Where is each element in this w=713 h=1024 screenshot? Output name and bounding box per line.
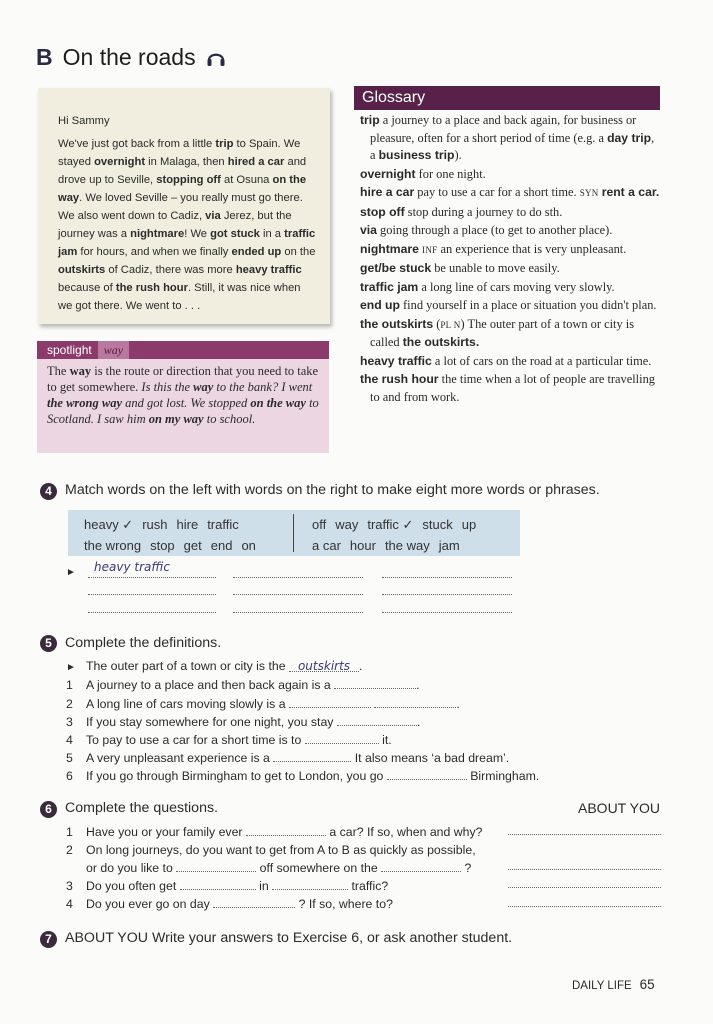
glossary-text: PL N: [440, 319, 461, 330]
answer-blank[interactable]: [180, 879, 256, 890]
exercise-7-number: 7: [40, 931, 57, 948]
example-answer: outskirts: [289, 658, 359, 672]
glossary-text: INF: [422, 244, 438, 255]
word-item: off: [312, 517, 327, 532]
spotlight-run: way: [69, 364, 92, 378]
glossary-text: going through a place (to get to another place).: [376, 223, 613, 237]
letter-greeting: Hi Sammy: [58, 115, 110, 127]
about-you-line[interactable]: [508, 834, 661, 835]
word-item: end: [210, 538, 233, 553]
glossary-text: a lot of cars on the road at a particular time.: [431, 353, 652, 368]
glossary-text: a journey to a place and back again, for business or pleasure, often for a short period of time (e.g. a: [370, 113, 637, 145]
letter-text: on the: [281, 246, 316, 258]
example-end: .: [359, 659, 363, 673]
word-list-right: [312, 514, 512, 556]
answer-blank[interactable]: [337, 715, 417, 726]
word-item: a car: [312, 538, 341, 553]
item-text: in: [259, 879, 269, 893]
glossary-entry: [360, 112, 662, 165]
word-box-divider: [293, 514, 294, 552]
exercise-6-number: 6: [40, 801, 57, 818]
glossary-text: pay to use a car for a short time.: [414, 185, 580, 199]
letter-text: and drove up to Seville,: [58, 156, 307, 186]
item-text: It also means ‘a bad dream’.: [354, 751, 510, 765]
item-text: it.: [382, 733, 392, 747]
example-answer: heavy traffic: [94, 560, 170, 574]
glossary-list: [360, 112, 662, 407]
spotlight-body: [37, 359, 329, 427]
glossary-entry: [360, 166, 662, 184]
exercise-6-item-2: [66, 842, 476, 858]
spotlight-run: Is this the: [141, 380, 194, 394]
exercise-5-item-4: [66, 732, 392, 748]
footer-section: DAILY LIFE: [572, 980, 632, 992]
answer-blank[interactable]: [374, 697, 456, 708]
answer-blank[interactable]: [381, 861, 461, 872]
glossary-headword: nightmare: [360, 241, 419, 256]
glossary-text: SYN: [579, 188, 599, 198]
exercise-4-number: 4: [40, 483, 57, 500]
letter-text: ! We: [184, 228, 211, 240]
answer-blank[interactable]: [334, 678, 416, 689]
item-number: 1: [66, 825, 73, 839]
glossary-text: ).: [454, 148, 462, 162]
letter-keyword: outskirts: [58, 264, 106, 276]
glossary-headword: get/be stuck: [360, 261, 432, 275]
item-number: 2: [66, 843, 73, 857]
answer-blank[interactable]: [273, 751, 351, 762]
word-item: hire: [176, 517, 199, 532]
glossary-entry: [360, 371, 662, 406]
letter-text: . We loved Seville – you really must go there. We also went down to Cadiz,: [58, 192, 303, 222]
spotlight-label: spotlight: [47, 343, 92, 357]
glossary-text: a long line of cars moving very slowly.: [418, 279, 615, 294]
exercise-6-instruction: Complete the questions.: [65, 800, 219, 816]
spotlight-run: way: [193, 380, 214, 394]
letter-text: We've just got back from a little: [58, 138, 216, 150]
exercise-5-number: 5: [40, 635, 57, 652]
word-item: stop: [150, 538, 175, 553]
spotlight-box: [37, 341, 329, 453]
exercise-4-instruction: Match words on the left with words on the right to make eight more words or phrases.: [65, 482, 600, 498]
glossary-text: an experience that is very unpleasant.: [437, 241, 627, 256]
example-arrow-icon: ►: [66, 567, 76, 578]
word-item: traffic ✓: [367, 517, 414, 532]
exercise-5-example: [66, 658, 362, 676]
section-title-text: On the roads: [62, 44, 196, 70]
item-text: .: [456, 697, 460, 711]
spotlight-header: [37, 341, 329, 359]
word-item: traffic: [207, 517, 239, 532]
exercise-5-item-6: [66, 768, 539, 784]
letter-text: to Spain. We stayed: [58, 138, 301, 168]
glossary-entry: [360, 353, 662, 371]
letter-keyword: nightmare: [130, 228, 185, 240]
answer-line[interactable]: [382, 594, 512, 595]
page-number: 65: [639, 977, 655, 992]
word-list-left: [84, 514, 290, 556]
about-you-line[interactable]: [508, 887, 661, 888]
exercise-6-item-1: [66, 824, 482, 840]
spotlight-run: on the way: [250, 396, 306, 410]
glossary-entry: [360, 316, 662, 352]
glossary-text: find yourself in a place or situation you didn't plan.: [399, 298, 657, 312]
word-item: get: [183, 538, 202, 553]
word-box: [68, 510, 520, 556]
spotlight-run: and got lost. We stopped: [122, 396, 251, 410]
letter-text: in a: [259, 228, 285, 240]
headphones-icon[interactable]: [206, 46, 226, 73]
spotlight-run: The: [47, 364, 70, 378]
spotlight-run: to Scotland. I saw him: [47, 396, 319, 426]
answer-blank[interactable]: [213, 897, 295, 908]
example-arrow-icon: ►: [66, 662, 76, 673]
item-text: A long line of cars moving slowly is a: [86, 697, 286, 711]
exercise-6-item-4: [66, 896, 393, 912]
exercise-5-instruction: Complete the definitions.: [65, 635, 222, 651]
glossary-text: ) The outer part of a town or city is called: [370, 316, 635, 349]
about-you-line[interactable]: [508, 869, 661, 870]
letter-keyword: got stuck: [210, 228, 260, 240]
letter-text: . Still, it was nice when we got there. We went to . . .: [58, 282, 301, 312]
exercise-7-instruction: ABOUT YOU Write your answers to Exercise 6, or ask another student.: [65, 930, 513, 946]
answer-blank[interactable]: [387, 769, 467, 780]
letter-keyword: overnight: [94, 156, 146, 168]
section-title: [36, 44, 226, 73]
glossary-text: (: [433, 316, 441, 331]
answer-line[interactable]: [88, 594, 216, 595]
word-item: heavy ✓: [84, 517, 134, 532]
item-text: Do you often get: [86, 879, 177, 893]
answer-line[interactable]: [233, 577, 363, 578]
glossary-headword: trip: [360, 113, 380, 127]
letter-keyword: stopping off: [156, 174, 221, 186]
glossary-headword: the outskirts: [360, 316, 434, 331]
answer-blank[interactable]: [176, 861, 256, 872]
page-footer: [572, 977, 655, 992]
glossary-entry: [360, 279, 662, 297]
glossary-headword: overnight: [360, 166, 416, 181]
glossary-headword: via: [360, 223, 377, 237]
spotlight-word: way: [98, 341, 129, 359]
section-letter: B: [36, 44, 53, 70]
answer-line[interactable]: [382, 612, 512, 613]
item-number: 4: [66, 733, 73, 747]
item-text: Have you or your family ever: [86, 825, 243, 839]
item-text: To pay to use a car for a short time is to: [86, 733, 302, 747]
example-text: The outer part of a town or city is the: [86, 659, 286, 673]
glossary-headword: hire a car: [360, 185, 415, 199]
glossary-entry: [360, 204, 662, 222]
glossary-entry: [360, 241, 662, 260]
letter-keyword: heavy traffic: [235, 264, 302, 276]
glossary-entry: [360, 222, 662, 240]
item-text: A very unpleasant experience is a: [86, 751, 270, 765]
glossary-entry: [360, 260, 662, 278]
spotlight-run: to school.: [203, 412, 256, 426]
answer-blank[interactable]: [305, 733, 379, 744]
word-item: the wrong: [84, 538, 142, 553]
word-item: up: [461, 517, 477, 532]
answer-blank[interactable]: [289, 697, 371, 708]
letter-keyword: hired a car: [227, 156, 285, 168]
letter-keyword: via: [205, 210, 221, 222]
letter-paragraph: [58, 135, 316, 315]
glossary-headword: rent a car.: [601, 185, 660, 199]
exercise-5-item-5: [66, 750, 509, 766]
glossary-headword: the outskirts.: [402, 335, 480, 349]
item-text: Birmingham.: [470, 769, 540, 783]
answer-line[interactable]: [88, 612, 216, 613]
spotlight-run: is the route or direction that you need to take to get somewhere.: [47, 364, 319, 394]
item-text: If you stay somewhere for one night, you stay: [86, 715, 334, 729]
item-text: a car? If so, when and why?: [329, 825, 483, 839]
answer-line[interactable]: [382, 577, 512, 578]
exercise-5-item-3: [66, 714, 420, 730]
glossary-text: , a: [370, 130, 655, 162]
letter-text: of Cadiz, there was more: [105, 264, 236, 276]
letter-text: at Osuna: [220, 174, 273, 186]
item-number: 6: [66, 769, 73, 783]
word-item: hour: [349, 538, 376, 553]
about-you-label: ABOUT YOU: [578, 800, 660, 816]
word-item: rush: [142, 517, 168, 532]
letter-text: for hours, and when we finally: [77, 246, 232, 258]
item-text: A journey to a place and then back again is a: [86, 678, 331, 692]
item-number: 1: [66, 678, 73, 692]
item-text: If you go through Birmingham to get to London, you go: [86, 769, 384, 783]
letter-text: because of: [58, 282, 116, 294]
letter-text: Jerez, but the journey was a: [58, 210, 292, 240]
exercise-5-item-1: [66, 677, 420, 693]
glossary-text: be unable to move easily.: [431, 261, 560, 275]
word-item: stuck: [422, 517, 453, 532]
item-text: .: [416, 678, 420, 692]
spotlight-run: to the bank? I went: [213, 380, 313, 394]
answer-line[interactable]: [88, 577, 216, 578]
glossary-header: Glossary: [354, 86, 660, 110]
letter-keyword: ended up: [231, 246, 282, 258]
about-you-line[interactable]: [508, 906, 661, 907]
letter-text: in Malaga, then: [145, 156, 228, 168]
letter-keyword: traffic jam: [58, 228, 316, 258]
answer-line[interactable]: [233, 594, 363, 595]
item-text: ? If so, where to?: [298, 897, 393, 911]
glossary-text: the time when a lot of people are travelling to and from work.: [370, 372, 655, 404]
item-text: On long journeys, do you want to get from A to B as quickly as possible,: [86, 843, 476, 857]
answer-line[interactable]: [233, 612, 363, 613]
glossary-headword: end up: [360, 298, 400, 312]
item-text: Do you ever go on day: [86, 897, 210, 911]
item-text: or do you like to: [86, 861, 173, 875]
item-text: ?: [464, 861, 472, 875]
glossary-headword: stop off: [360, 204, 405, 219]
exercise-6-item-3: [66, 878, 388, 894]
glossary-headword: business trip: [378, 148, 455, 162]
item-text: .: [416, 715, 421, 729]
glossary-headword: traffic jam: [360, 279, 419, 294]
exercise-5-item-2: [66, 696, 460, 712]
spotlight-run: on my way: [148, 412, 204, 426]
letter-box: [38, 88, 330, 324]
answer-blank[interactable]: [272, 879, 348, 890]
item-number: 3: [66, 879, 73, 893]
letter-keyword: trip: [215, 138, 234, 150]
letter-keyword: on the way: [58, 174, 307, 204]
word-item: jam: [438, 538, 460, 553]
word-item: on: [241, 538, 256, 553]
glossary-entry: [360, 297, 662, 315]
item-text: off somewhere on the: [259, 861, 378, 875]
glossary-headword: heavy traffic: [360, 353, 432, 368]
glossary-text: for one night.: [415, 166, 486, 181]
glossary-text: stop during a journey to do sth.: [404, 204, 563, 219]
glossary-headword: day trip: [607, 130, 652, 145]
glossary-headword: the rush hour: [360, 372, 439, 386]
glossary-entry: [360, 184, 662, 203]
item-number: 3: [66, 715, 73, 729]
answer-blank[interactable]: [246, 825, 326, 836]
item-text: traffic?: [351, 879, 389, 893]
spotlight-run: the wrong way: [47, 396, 123, 410]
exercise-6-item-2-line-2: [86, 860, 471, 876]
letter-keyword: the rush hour: [115, 282, 188, 294]
word-item: way: [335, 517, 359, 532]
word-item: the way: [384, 538, 430, 553]
item-number: 2: [66, 697, 73, 711]
item-number: 5: [66, 751, 73, 765]
item-number: 4: [66, 897, 73, 911]
